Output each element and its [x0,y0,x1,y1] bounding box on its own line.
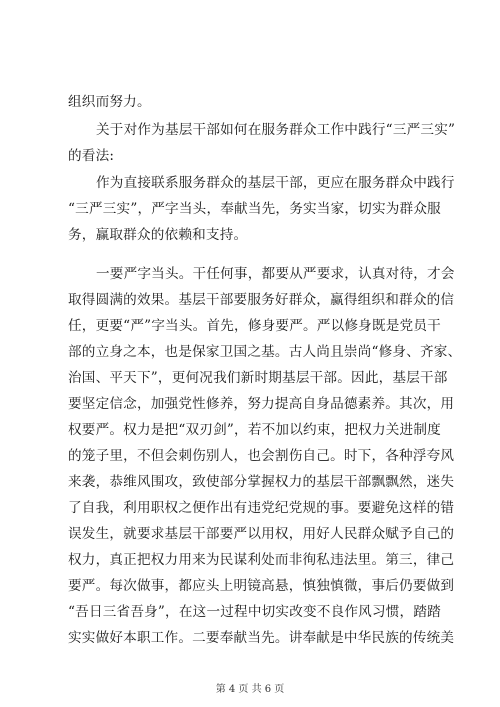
text-line: 务，赢取群众的依赖和支持。 [68,227,248,243]
text-line: 要严。每次做事，都应头上明镜高悬，慎独慎微，事后仍要做到 [68,578,455,594]
text-line: 关于对作为基层干部如何在服务群众工作中践行“三严三实” [96,122,456,138]
text-line: 来袭，恭维风围攻，致使部分掌握权力的基层干部飘飘然，迷失 [68,474,455,490]
text-line: 权力，真正把权力用来为民谋利处而非徇私违法里。第三，律己 [68,552,455,568]
page-footer: 第 4 页 共 6 页 [215,684,285,695]
text-line: 了自我，利用职权之便作出有违党纪党规的事。要避免这样的错 [68,500,455,516]
text-line: 权要严。权力是把“双刃剑”，若不加以约束，把权力关进制度 [68,422,441,438]
text-line: “三严三实”，严字当头，奉献当先，务实当家，切实为群众服 [68,201,441,217]
text-line: 误发生，就要求基层干部要严以用权，用好人民群众赋予自己的 [68,526,455,542]
text-line: 要坚定信念，加强党性修养，努力提高自身品德素养。其次，用 [68,396,455,412]
text-line: 部的立身之本，也是保家卫国之基。古人尚且崇尚“修身、齐家、 [68,344,462,360]
text-line: 的看法: [68,148,115,164]
text-line: “吾日三省吾身”，在这一过程中切实改变不良作风习惯，踏踏 [68,604,441,620]
text-line: 治国、平天下”，更何况我们新时期基层干部。因此，基层干部 [68,370,448,386]
text-line: 一要严字当头。干任何事，都要从严要求，认真对待，才会 [96,266,455,282]
text-line: 任，更要“严”字当头。首先，修身要严。严以修身既是党员干 [68,318,441,334]
text-line: 组织而努力。 [68,94,151,110]
text-line: 的笼子里，不但会刺伤别人，也会割伤自己。时下，各种浮夸风 [68,448,455,464]
text-line: 实实做好本职工作。二要奉献当先。讲奉献是中华民族的传统美 [68,630,455,646]
text-line: 作为直接联系服务群众的基层干部，更应在服务群众中践行 [96,175,455,191]
text-line: 取得圆满的效果。基层干部要服务好群众，赢得组织和群众的信 [68,292,455,308]
